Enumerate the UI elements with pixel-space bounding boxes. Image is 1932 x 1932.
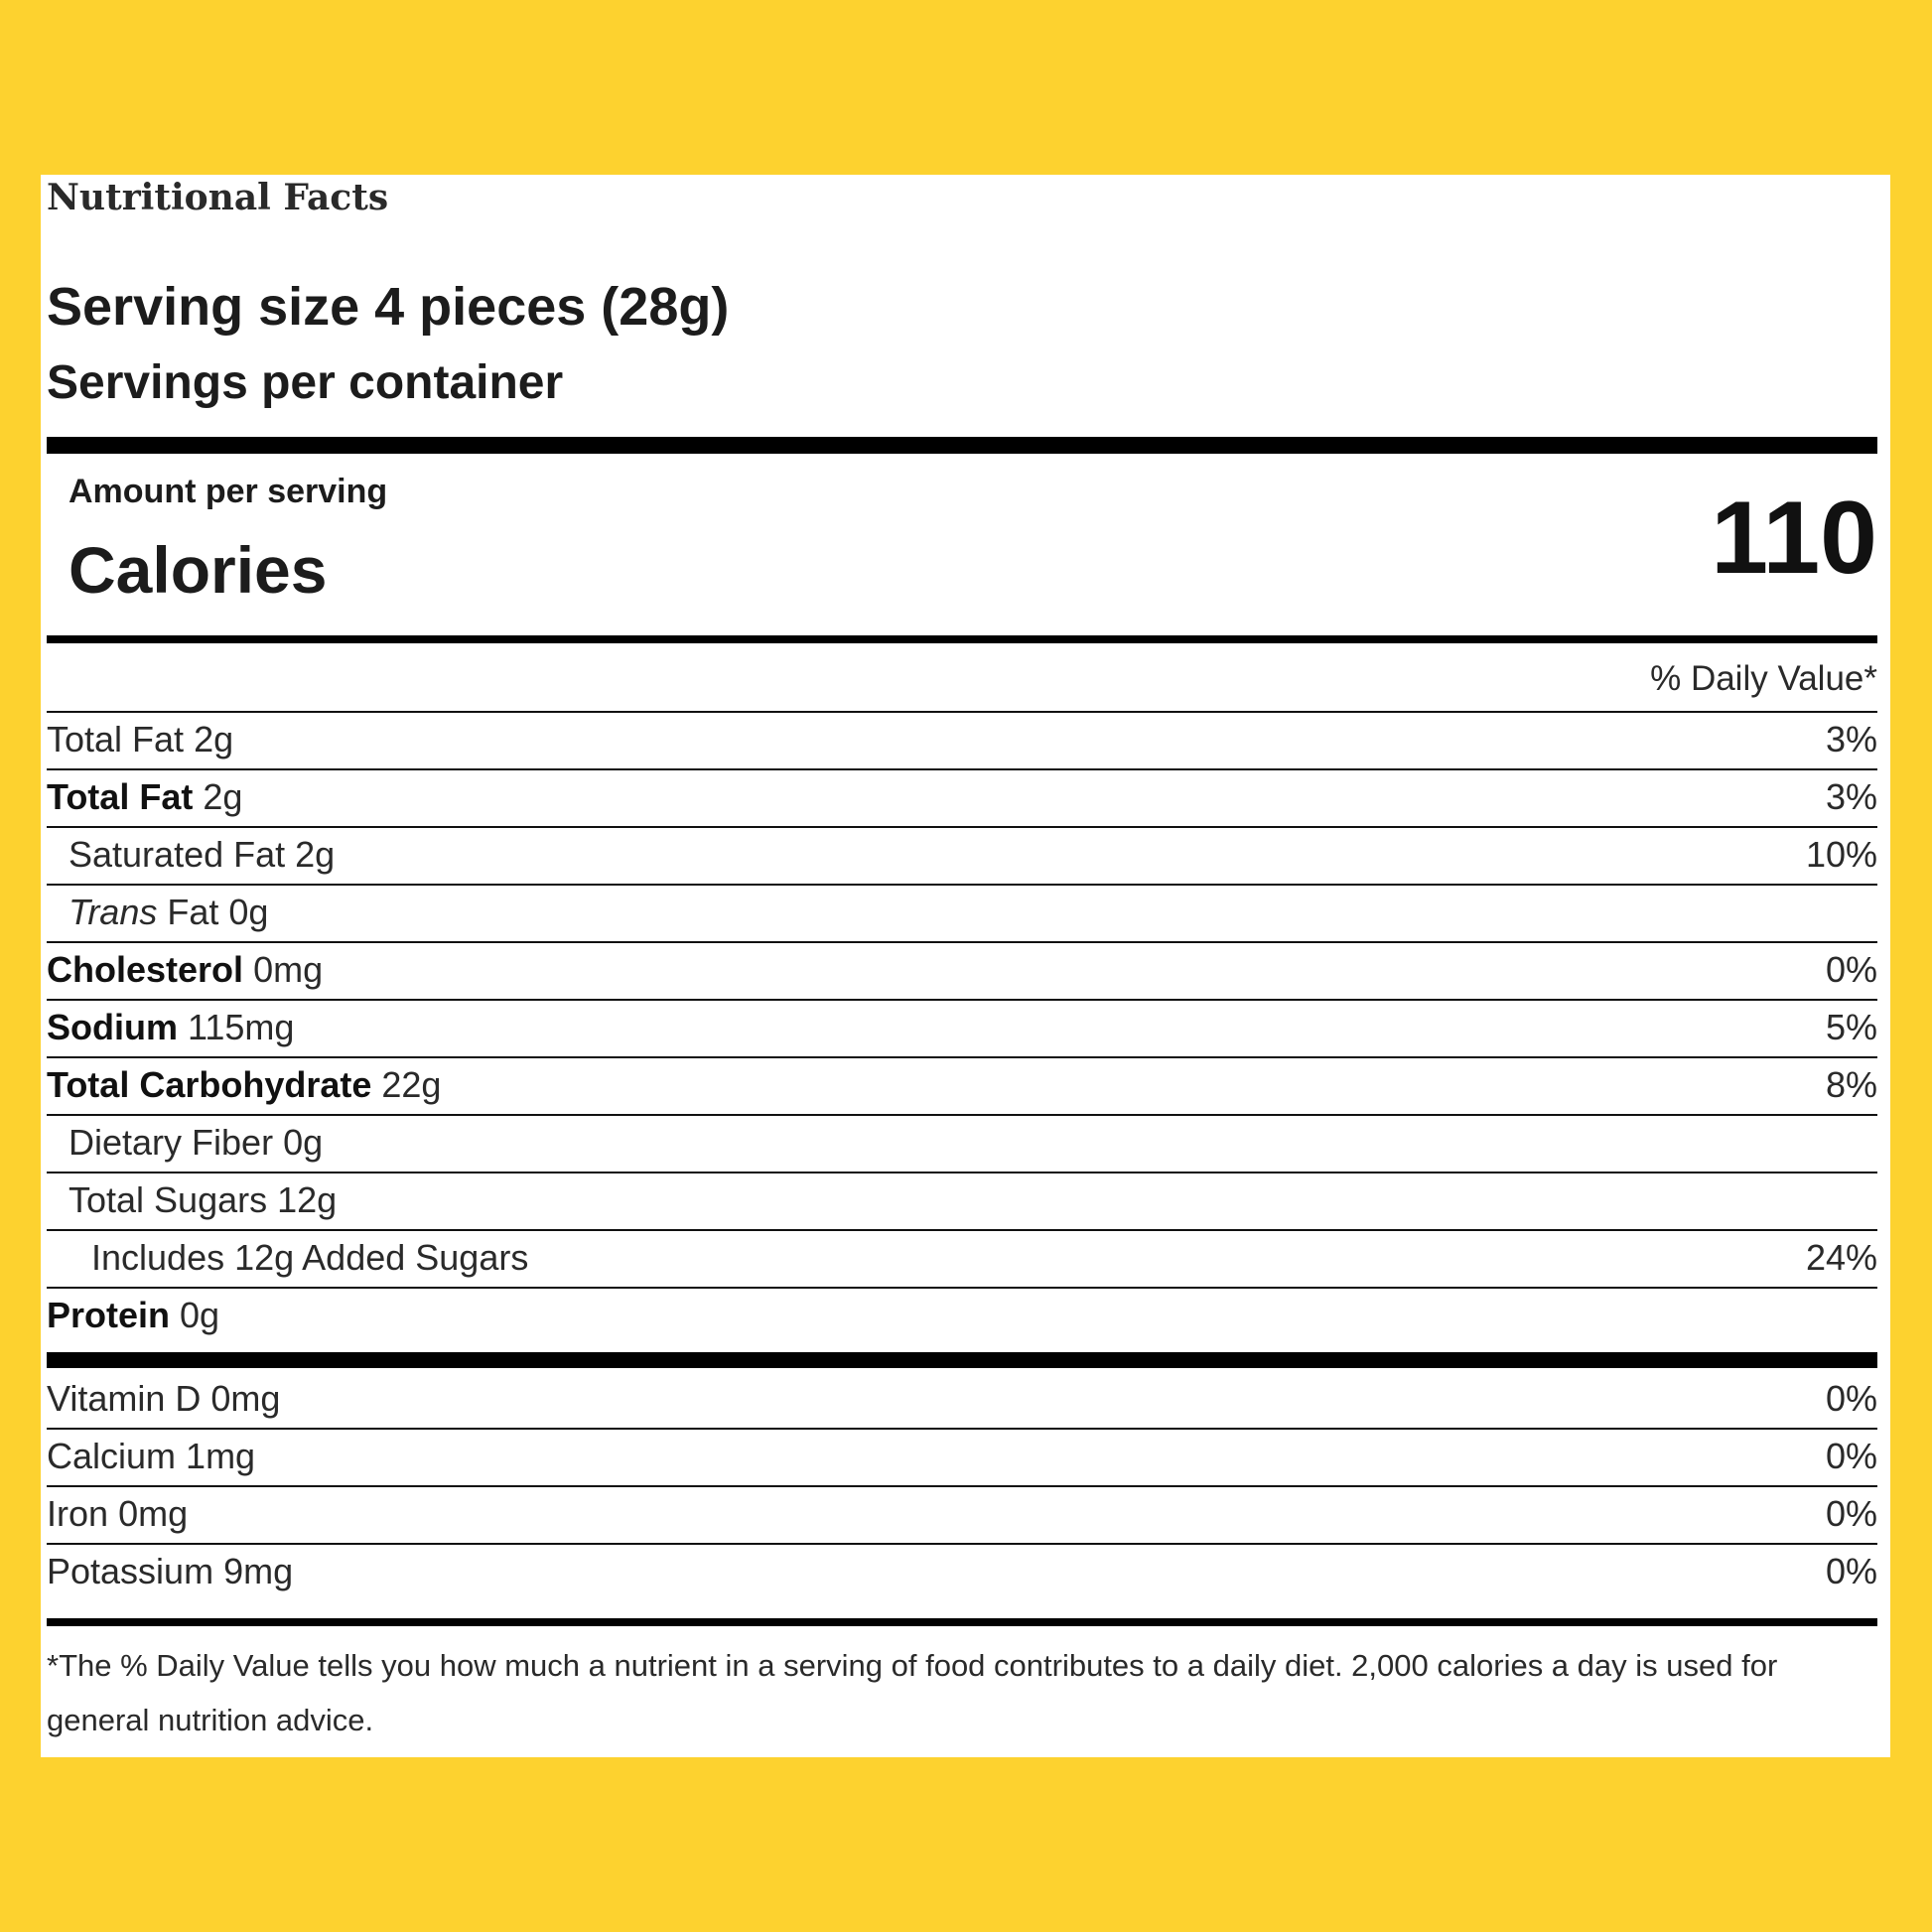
vitamin-dv: 0% — [1825, 1378, 1877, 1419]
nutrient-name: Includes 12g Added Sugars — [91, 1237, 529, 1278]
nutrient-amount: 12g — [277, 1179, 338, 1220]
nutrient-amount: 2g — [295, 834, 336, 875]
nutrient-dv: 10% — [1805, 834, 1877, 875]
nutrient-table — [47, 711, 1877, 1344]
nutrient-amount: 0g — [180, 1295, 220, 1335]
calories-value: 110 — [1711, 481, 1877, 596]
vitamin-amount: 0mg — [210, 1378, 281, 1419]
nutrient-dv: 0% — [1825, 949, 1877, 990]
nutrient-name: Total Fat — [47, 719, 185, 759]
nutrient-row — [47, 999, 1877, 1056]
nutrient-row — [47, 884, 1877, 941]
nutrient-name: Saturated Fat — [69, 834, 286, 875]
vitamin-amount: 9mg — [223, 1551, 294, 1591]
nutrient-name: Sodium — [47, 1007, 178, 1047]
vitamin-row — [47, 1485, 1877, 1543]
daily-value-header: % Daily Value* — [1650, 659, 1877, 698]
servings-per-container: Servings per container — [47, 356, 564, 409]
vitamin-name: Vitamin D — [47, 1378, 202, 1419]
nutrient-name: Total Fat — [47, 776, 194, 817]
vitamin-row — [47, 1372, 1877, 1428]
nutrient-row — [47, 1056, 1877, 1114]
nutrient-row — [47, 1287, 1877, 1344]
nutrient-row — [47, 768, 1877, 826]
nutrient-amount: 115mg — [188, 1007, 295, 1047]
calories-label: Calories — [69, 533, 328, 607]
medium-divider — [47, 635, 1877, 643]
vitamin-table — [47, 1372, 1877, 1600]
nutrient-row — [47, 1172, 1877, 1229]
nutrient-amount: 2g — [203, 776, 243, 817]
vitamin-dv: 0% — [1825, 1436, 1877, 1476]
nutrient-dv: 24% — [1805, 1237, 1877, 1278]
medium-divider — [47, 1618, 1877, 1626]
nutrient-amount: 22g — [381, 1064, 442, 1105]
vitamin-row — [47, 1543, 1877, 1600]
amount-per-serving: Amount per serving — [69, 473, 388, 510]
nutrient-name: Protein — [47, 1295, 171, 1335]
nutrient-amount: 2g — [194, 719, 234, 759]
nutrient-name-suffix: Fat — [167, 892, 219, 932]
thick-divider — [47, 1352, 1877, 1368]
nutrient-dv: 8% — [1825, 1064, 1877, 1105]
nutrient-row — [47, 941, 1877, 999]
nutrient-name: Total Sugars — [69, 1179, 268, 1220]
footnote: *The % Daily Value tells you how much a nutrient in a serving of food contributes to a daily diet. 2,000 calories a day is used for general nutrition advice. — [47, 1648, 1778, 1737]
nutrient-row — [47, 1229, 1877, 1287]
label-title: Nutritional Facts — [47, 177, 389, 218]
nutrient-dv: 3% — [1825, 719, 1877, 759]
nutrient-name: Dietary Fiber — [69, 1122, 274, 1163]
nutrient-dv: 5% — [1825, 1007, 1877, 1047]
serving-size: Serving size 4 pieces (28g) — [47, 277, 730, 337]
vitamin-dv: 0% — [1825, 1551, 1877, 1591]
vitamin-name: Calcium — [47, 1436, 177, 1476]
nutrient-amount: 0mg — [253, 949, 324, 990]
vitamin-name: Potassium — [47, 1551, 214, 1591]
nutrient-name: Trans — [69, 892, 158, 932]
nutrient-amount: 0g — [283, 1122, 324, 1163]
nutrient-row — [47, 1114, 1877, 1172]
vitamin-amount: 1mg — [186, 1436, 256, 1476]
nutrient-row — [47, 711, 1877, 768]
nutrient-dv: 3% — [1825, 776, 1877, 817]
nutrient-amount: 0g — [228, 892, 269, 932]
vitamin-amount: 0mg — [118, 1493, 189, 1534]
vitamin-row — [47, 1428, 1877, 1485]
nutrition-label — [41, 175, 1890, 1757]
vitamin-name: Iron — [47, 1493, 109, 1534]
nutrient-name: Total Carbohydrate — [47, 1064, 372, 1105]
nutrient-name: Cholesterol — [47, 949, 244, 990]
nutrient-row — [47, 826, 1877, 884]
vitamin-dv: 0% — [1825, 1493, 1877, 1534]
thick-divider — [47, 437, 1877, 454]
